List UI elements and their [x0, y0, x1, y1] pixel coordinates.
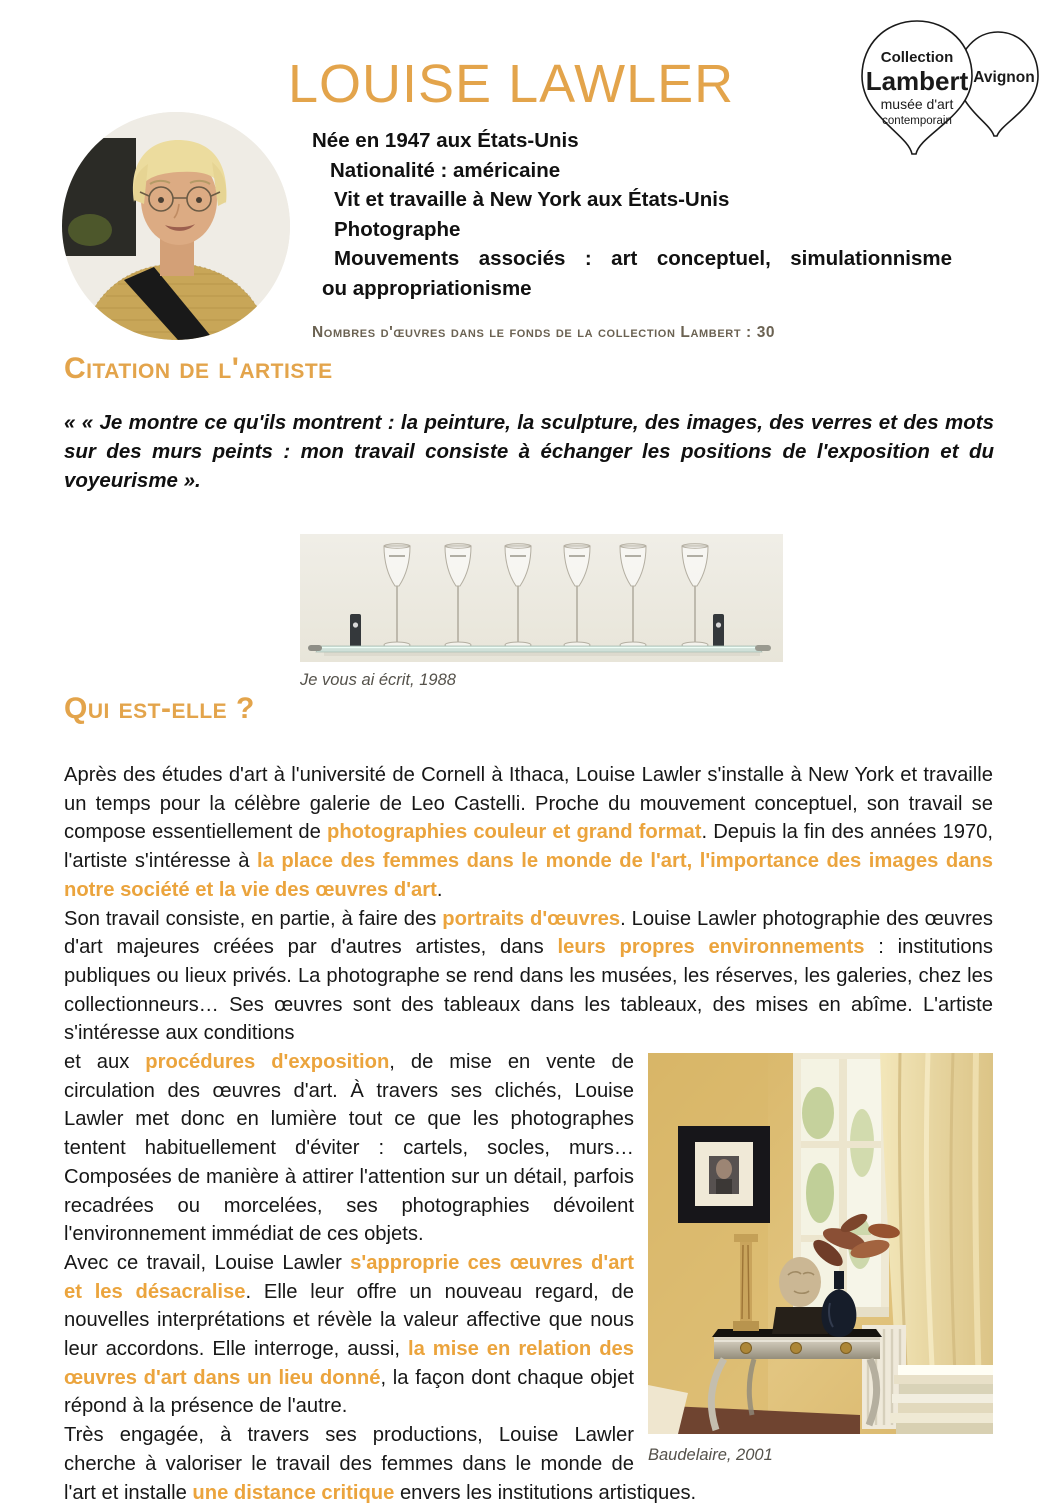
glasses-artwork-image: [300, 534, 783, 662]
artist-portrait-photo: [62, 112, 290, 340]
bio-line: Née en 1947 aux États-Unis: [312, 129, 579, 152]
bio-line: ou appropriationisme: [322, 276, 532, 300]
logo-collection-label: Collection: [880, 49, 954, 66]
artwork-figure-baudelaire: [648, 1053, 993, 1470]
paragraph: et aux procédures d'exposition, de mise en vente de circulation des œuvres d'art. À travers ses clichés, Louise Lawler met donc en lumière tout ce que les photographes tentent habituellement d'éviter : cartels, socles, murs… Composées de manière à attirer l'attention sur un détail, parfois recadrées ou morcelées, ses photographies dévoilent l'environnement immédiat de ces objets.: [64, 1051, 635, 1246]
bio-line: Photographe: [334, 217, 461, 241]
bio-line: Mouvements associés : art conceptuel, simulationnisme: [334, 247, 952, 270]
paragraph: Après des études d'art à l'université de Cornell à Ithaca, Louise Lawler s'installe à New York et travaille un temps pour la célèbre galerie de Leo Castelli. Proche du mouvement conceptuel, son travail se compose essentiellement de photographies couleur et grand format. Depuis la fin des années 1970, l'artiste s'intéresse à la place des femmes dans le monde de l'art, l'importance des images dans notre société et la vie des œuvres d'art.: [64, 764, 994, 901]
book-stack: [890, 1365, 993, 1434]
page-title: LOUISE LAWLER: [288, 54, 735, 114]
baudelaire-artwork-image: [648, 1053, 993, 1434]
paragraph: Avec ce travail, Louise Lawler s'approprie ces œuvres d'art et les désacralise. Elle leur offre un nouveau regard, de nouvelles interprétations et révèle la valeur affective que nous leur accordons. Elle interroge, aussi, la mise en relation des œuvres d'art dans un lieu donné, la façon dont chaque objet répond à la présence de l'autre.: [64, 1251, 634, 1418]
artist-bio: [312, 126, 960, 303]
bio-line: Nationalité : américaine: [330, 158, 561, 182]
framed-portrait: [678, 1126, 770, 1223]
section-heading-who: Qui est-elle ?: [64, 692, 255, 725]
logo-lambert-label: Lambert: [865, 66, 969, 96]
biography-text: [64, 761, 993, 1507]
artist-quote: « « Je montre ce qu'ils montrent : la peinture, la sculpture, des images, des verres et des mots sur des murs peints : mon travail consiste à échanger les positions de l'exposition et du voyeurisme ».: [64, 411, 994, 492]
paragraph: Son travail consiste, en partie, à faire des portraits d'œuvres. Louise Lawler photographie des œuvres d'art majeures créées par d'autres artistes, dans leurs propres environnements : institutions publiques ou lieux privés. La photographe se rend dans les musées, les réserves, les galeries, chez les collectionneurs… Ses œuvres sont des tableaux dans les tableaux, des mises en abîme. L'artiste s'intéresse aux conditions: [64, 907, 993, 1045]
paragraph: Très engagée, à travers ses productions, Louise Lawler cherche à valoriser le travail des femmes dans le monde de l'art et installe une distance critique envers les institutions artistiques.: [64, 1424, 697, 1504]
portrait-illustration: [62, 112, 290, 340]
section-heading-citation: Citation de l'artiste: [64, 352, 333, 385]
glass-shelf: [308, 645, 771, 652]
baudelaire-caption: Baudelaire, 2001: [648, 1446, 773, 1465]
logo-contemporain-label: contemporain: [882, 115, 952, 127]
bio-line: Vit et travaille à New York aux États-Unis: [334, 188, 730, 211]
glasses-caption: Je vous ai écrit, 1988: [300, 671, 456, 689]
logo-musee-label: musée d'art: [880, 96, 954, 112]
works-count-line: Nombres d'œuvres dans le fonds de la collection Lambert : 30: [312, 324, 776, 341]
logo-avignon-label: Avignon: [973, 69, 1035, 86]
artwork-figure-glasses: [300, 534, 783, 690]
shelf-bracket-icon: [713, 614, 724, 648]
shelf-bracket-icon: [350, 614, 361, 648]
